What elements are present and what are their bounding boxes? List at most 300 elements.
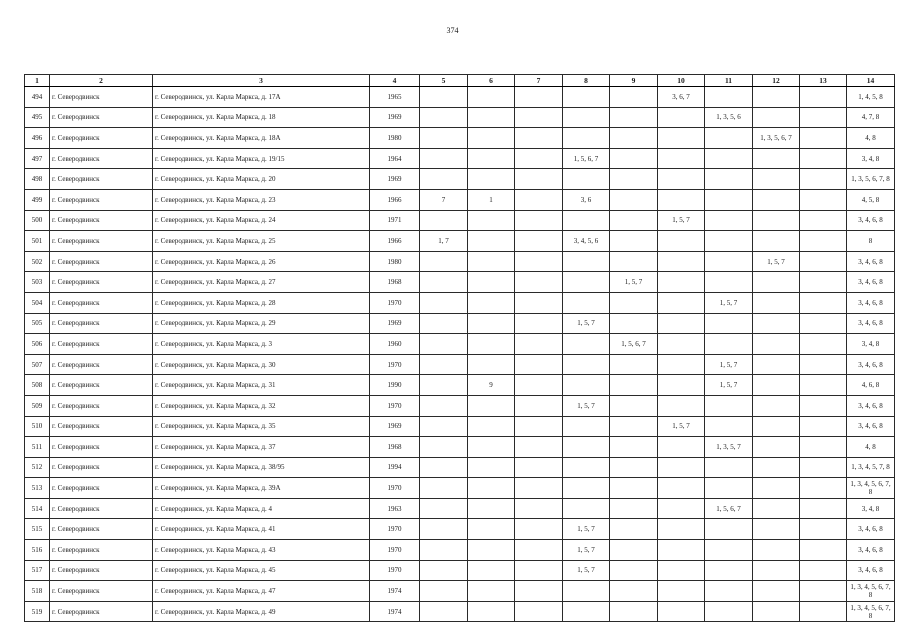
year-cell: 1965 <box>370 87 420 108</box>
col7-cell <box>515 375 563 396</box>
col14-cell: 3, 4, 6, 8 <box>847 251 895 272</box>
settlement-cell: г. Северодвинск <box>50 334 153 355</box>
col6-cell <box>468 540 515 561</box>
year-cell: 1971 <box>370 210 420 231</box>
col8-cell <box>563 128 610 149</box>
col6-cell <box>468 107 515 128</box>
col5-cell <box>420 313 468 334</box>
col7-cell <box>515 334 563 355</box>
col13-cell <box>800 272 847 293</box>
col8-cell <box>563 292 610 313</box>
col14-cell: 3, 4, 6, 8 <box>847 395 895 416</box>
col11-cell: 1, 3, 5, 6 <box>705 107 753 128</box>
column-header: 12 <box>753 75 800 87</box>
col7-cell <box>515 189 563 210</box>
col5-cell <box>420 169 468 190</box>
table-body <box>25 87 895 622</box>
row-number-cell: 519 <box>25 601 50 622</box>
col11-cell <box>705 519 753 540</box>
col11-cell: 1, 5, 7 <box>705 292 753 313</box>
col12-cell <box>753 169 800 190</box>
row-number-cell: 515 <box>25 519 50 540</box>
col10-cell <box>658 581 705 602</box>
col5-cell <box>420 519 468 540</box>
settlement-cell: г. Северодвинск <box>50 354 153 375</box>
year-cell: 1969 <box>370 169 420 190</box>
col12-cell <box>753 272 800 293</box>
table-row <box>25 375 895 396</box>
col13-cell <box>800 457 847 478</box>
col5-cell <box>420 395 468 416</box>
settlement-cell: г. Северодвинск <box>50 375 153 396</box>
col13-cell <box>800 560 847 581</box>
col7-cell <box>515 148 563 169</box>
col6-cell <box>468 148 515 169</box>
table-row <box>25 87 895 108</box>
col11-cell <box>705 87 753 108</box>
year-cell: 1980 <box>370 251 420 272</box>
row-number-cell: 498 <box>25 169 50 190</box>
col8-cell <box>563 210 610 231</box>
table-row <box>25 169 895 190</box>
col6-cell <box>468 87 515 108</box>
col13-cell <box>800 540 847 561</box>
col14-cell: 3, 4, 6, 8 <box>847 416 895 437</box>
column-header: 1 <box>25 75 50 87</box>
col6-cell <box>468 334 515 355</box>
col10-cell <box>658 437 705 458</box>
col9-cell <box>610 416 658 437</box>
col10-cell <box>658 272 705 293</box>
col9-cell <box>610 251 658 272</box>
col13-cell <box>800 313 847 334</box>
col10-cell <box>658 601 705 622</box>
col11-cell <box>705 395 753 416</box>
col14-cell: 3, 4, 6, 8 <box>847 210 895 231</box>
col9-cell <box>610 128 658 149</box>
year-cell: 1966 <box>370 231 420 252</box>
col5-cell <box>420 416 468 437</box>
col11-cell <box>705 148 753 169</box>
col14-cell: 3, 4, 6, 8 <box>847 519 895 540</box>
col8-cell <box>563 272 610 293</box>
col12-cell <box>753 292 800 313</box>
table-row <box>25 231 895 252</box>
col7-cell <box>515 87 563 108</box>
col9-cell: 1, 5, 6, 7 <box>610 334 658 355</box>
row-number-cell: 506 <box>25 334 50 355</box>
col13-cell <box>800 478 847 499</box>
col7-cell <box>515 292 563 313</box>
col14-cell: 4, 5, 8 <box>847 189 895 210</box>
page-number: 374 <box>446 26 459 35</box>
year-cell: 1966 <box>370 189 420 210</box>
col8-cell <box>563 457 610 478</box>
year-cell: 1968 <box>370 272 420 293</box>
table-row <box>25 189 895 210</box>
col6-cell <box>468 395 515 416</box>
col9-cell <box>610 375 658 396</box>
col13-cell <box>800 354 847 375</box>
col8-cell <box>563 437 610 458</box>
address-cell: г. Северодвинск, ул. Карла Маркса, д. 4 <box>153 498 370 519</box>
col11-cell <box>705 560 753 581</box>
col13-cell <box>800 581 847 602</box>
col12-cell <box>753 210 800 231</box>
col5-cell <box>420 375 468 396</box>
row-number-cell: 500 <box>25 210 50 231</box>
address-cell: г. Северодвинск, ул. Карла Маркса, д. 25 <box>153 231 370 252</box>
settlement-cell: г. Северодвинск <box>50 540 153 561</box>
col14-cell: 4, 6, 8 <box>847 375 895 396</box>
col10-cell <box>658 334 705 355</box>
col14-cell: 3, 4, 6, 8 <box>847 540 895 561</box>
col10-cell <box>658 354 705 375</box>
col13-cell <box>800 334 847 355</box>
address-cell: г. Северодвинск, ул. Карла Маркса, д. 45 <box>153 560 370 581</box>
col14-cell: 3, 4, 6, 8 <box>847 313 895 334</box>
settlement-cell: г. Северодвинск <box>50 87 153 108</box>
table-row <box>25 354 895 375</box>
settlement-cell: г. Северодвинск <box>50 272 153 293</box>
col9-cell <box>610 519 658 540</box>
row-number-cell: 502 <box>25 251 50 272</box>
col14-cell: 1, 3, 4, 5, 6, 7, 8 <box>847 601 895 622</box>
col7-cell <box>515 210 563 231</box>
settlement-cell: г. Северодвинск <box>50 498 153 519</box>
col7-cell <box>515 169 563 190</box>
col5-cell <box>420 457 468 478</box>
year-cell: 1970 <box>370 519 420 540</box>
col13-cell <box>800 148 847 169</box>
col13-cell <box>800 189 847 210</box>
table-row <box>25 478 895 499</box>
col6-cell <box>468 210 515 231</box>
col10-cell <box>658 189 705 210</box>
col5-cell <box>420 581 468 602</box>
col8-cell <box>563 478 610 499</box>
col5-cell <box>420 107 468 128</box>
table-row <box>25 313 895 334</box>
col14-cell: 3, 4, 8 <box>847 334 895 355</box>
table-row <box>25 395 895 416</box>
col7-cell <box>515 107 563 128</box>
col8-cell <box>563 251 610 272</box>
col9-cell <box>610 292 658 313</box>
row-number-cell: 514 <box>25 498 50 519</box>
col11-cell <box>705 416 753 437</box>
col11-cell: 1, 5, 7 <box>705 354 753 375</box>
col5-cell <box>420 334 468 355</box>
row-number-cell: 512 <box>25 457 50 478</box>
col11-cell <box>705 272 753 293</box>
col8-cell <box>563 107 610 128</box>
col5-cell <box>420 251 468 272</box>
col12-cell <box>753 354 800 375</box>
year-cell: 1970 <box>370 395 420 416</box>
col14-cell: 3, 4, 8 <box>847 498 895 519</box>
table-row <box>25 128 895 149</box>
col10-cell: 3, 6, 7 <box>658 87 705 108</box>
col7-cell <box>515 231 563 252</box>
col11-cell <box>705 251 753 272</box>
row-number-cell: 497 <box>25 148 50 169</box>
col13-cell <box>800 251 847 272</box>
settlement-cell: г. Северодвинск <box>50 189 153 210</box>
col11-cell <box>705 313 753 334</box>
table-row <box>25 334 895 355</box>
col6-cell <box>468 519 515 540</box>
col13-cell <box>800 416 847 437</box>
column-header: 10 <box>658 75 705 87</box>
settlement-cell: г. Северодвинск <box>50 416 153 437</box>
col11-cell: 1, 5, 7 <box>705 375 753 396</box>
col8-cell: 3, 4, 5, 6 <box>563 231 610 252</box>
col10-cell <box>658 519 705 540</box>
col7-cell <box>515 251 563 272</box>
address-cell: г. Северодвинск, ул. Карла Маркса, д. 32 <box>153 395 370 416</box>
col9-cell <box>610 478 658 499</box>
year-cell: 1963 <box>370 498 420 519</box>
col5-cell: 1, 7 <box>420 231 468 252</box>
year-cell: 1980 <box>370 128 420 149</box>
col12-cell <box>753 478 800 499</box>
column-header: 14 <box>847 75 895 87</box>
settlement-cell: г. Северодвинск <box>50 519 153 540</box>
col8-cell <box>563 334 610 355</box>
table-row <box>25 292 895 313</box>
col12-cell <box>753 416 800 437</box>
year-cell: 1970 <box>370 540 420 561</box>
col9-cell <box>610 540 658 561</box>
col9-cell <box>610 210 658 231</box>
col11-cell <box>705 457 753 478</box>
col11-cell <box>705 210 753 231</box>
col5-cell <box>420 292 468 313</box>
col14-cell: 3, 4, 8 <box>847 148 895 169</box>
col6-cell <box>468 560 515 581</box>
address-cell: г. Северодвинск, ул. Карла Маркса, д. 18 <box>153 107 370 128</box>
col10-cell <box>658 498 705 519</box>
col14-cell: 3, 4, 6, 8 <box>847 560 895 581</box>
col7-cell <box>515 519 563 540</box>
col11-cell <box>705 601 753 622</box>
col7-cell <box>515 478 563 499</box>
col5-cell: 7 <box>420 189 468 210</box>
row-number-cell: 501 <box>25 231 50 252</box>
col12-cell <box>753 395 800 416</box>
table-row <box>25 498 895 519</box>
row-number-cell: 499 <box>25 189 50 210</box>
col11-cell <box>705 231 753 252</box>
address-cell: г. Северодвинск, ул. Карла Маркса, д. 19/15 <box>153 148 370 169</box>
col10-cell <box>658 292 705 313</box>
settlement-cell: г. Северодвинск <box>50 251 153 272</box>
col11-cell: 1, 5, 6, 7 <box>705 498 753 519</box>
address-cell: г. Северодвинск, ул. Карла Маркса, д. 43 <box>153 540 370 561</box>
table-row <box>25 437 895 458</box>
address-cell: г. Северодвинск, ул. Карла Маркса, д. 31 <box>153 375 370 396</box>
row-number-cell: 503 <box>25 272 50 293</box>
col11-cell <box>705 581 753 602</box>
col6-cell <box>468 169 515 190</box>
col8-cell <box>563 416 610 437</box>
col10-cell <box>658 251 705 272</box>
address-cell: г. Северодвинск, ул. Карла Маркса, д. 37 <box>153 437 370 458</box>
col7-cell <box>515 540 563 561</box>
address-cell: г. Северодвинск, ул. Карла Маркса, д. 49 <box>153 601 370 622</box>
col12-cell <box>753 581 800 602</box>
col9-cell <box>610 189 658 210</box>
col12-cell <box>753 87 800 108</box>
col6-cell <box>468 581 515 602</box>
col8-cell <box>563 354 610 375</box>
col9-cell <box>610 354 658 375</box>
col10-cell <box>658 169 705 190</box>
col10-cell: 1, 5, 7 <box>658 416 705 437</box>
col7-cell <box>515 416 563 437</box>
col9-cell <box>610 107 658 128</box>
col8-cell <box>563 375 610 396</box>
address-cell: г. Северодвинск, ул. Карла Маркса, д. 24 <box>153 210 370 231</box>
settlement-cell: г. Северодвинск <box>50 231 153 252</box>
col13-cell <box>800 210 847 231</box>
settlement-cell: г. Северодвинск <box>50 395 153 416</box>
row-number-cell: 496 <box>25 128 50 149</box>
address-cell: г. Северодвинск, ул. Карла Маркса, д. 18А <box>153 128 370 149</box>
year-cell: 1969 <box>370 416 420 437</box>
col11-cell <box>705 128 753 149</box>
col5-cell <box>420 128 468 149</box>
col5-cell <box>420 601 468 622</box>
year-cell: 1969 <box>370 313 420 334</box>
col12-cell <box>753 560 800 581</box>
table-row <box>25 148 895 169</box>
col5-cell <box>420 148 468 169</box>
col9-cell <box>610 395 658 416</box>
settlement-cell: г. Северодвинск <box>50 478 153 499</box>
table-row <box>25 581 895 602</box>
settlement-cell: г. Северодвинск <box>50 313 153 334</box>
col5-cell <box>420 272 468 293</box>
col13-cell <box>800 87 847 108</box>
settlement-cell: г. Северодвинск <box>50 169 153 190</box>
column-header: 2 <box>50 75 153 87</box>
row-number-cell: 510 <box>25 416 50 437</box>
col9-cell <box>610 601 658 622</box>
col7-cell <box>515 128 563 149</box>
col7-cell <box>515 272 563 293</box>
year-cell: 1970 <box>370 354 420 375</box>
col13-cell <box>800 437 847 458</box>
row-number-cell: 518 <box>25 581 50 602</box>
row-number-cell: 511 <box>25 437 50 458</box>
year-cell: 1960 <box>370 334 420 355</box>
column-header: 3 <box>153 75 370 87</box>
col10-cell <box>658 231 705 252</box>
year-cell: 1994 <box>370 457 420 478</box>
col7-cell <box>515 437 563 458</box>
row-number-cell: 509 <box>25 395 50 416</box>
col12-cell <box>753 519 800 540</box>
col10-cell <box>658 457 705 478</box>
col6-cell <box>468 457 515 478</box>
col5-cell <box>420 354 468 375</box>
col13-cell <box>800 169 847 190</box>
col7-cell <box>515 560 563 581</box>
col12-cell <box>753 107 800 128</box>
address-cell: г. Северодвинск, ул. Карла Маркса, д. 41 <box>153 519 370 540</box>
col7-cell <box>515 354 563 375</box>
settlement-cell: г. Северодвинск <box>50 107 153 128</box>
col6-cell <box>468 292 515 313</box>
col6-cell <box>468 251 515 272</box>
col13-cell <box>800 498 847 519</box>
col8-cell: 3, 6 <box>563 189 610 210</box>
col8-cell <box>563 169 610 190</box>
col8-cell: 1, 5, 7 <box>563 313 610 334</box>
settlement-cell: г. Северодвинск <box>50 437 153 458</box>
col13-cell <box>800 128 847 149</box>
settlement-cell: г. Северодвинск <box>50 148 153 169</box>
table-row <box>25 107 895 128</box>
col14-cell: 8 <box>847 231 895 252</box>
col6-cell <box>468 128 515 149</box>
col14-cell: 3, 4, 6, 8 <box>847 272 895 293</box>
row-number-cell: 495 <box>25 107 50 128</box>
col13-cell <box>800 601 847 622</box>
col5-cell <box>420 478 468 499</box>
col12-cell <box>753 375 800 396</box>
col13-cell <box>800 107 847 128</box>
col10-cell <box>658 478 705 499</box>
year-cell: 1970 <box>370 478 420 499</box>
year-cell: 1969 <box>370 107 420 128</box>
col11-cell: 1, 3, 5, 7 <box>705 437 753 458</box>
col9-cell: 1, 5, 7 <box>610 272 658 293</box>
header-row <box>25 75 895 87</box>
row-number-cell: 505 <box>25 313 50 334</box>
col8-cell: 1, 5, 7 <box>563 395 610 416</box>
row-number-cell: 507 <box>25 354 50 375</box>
address-cell: г. Северодвинск, ул. Карла Маркса, д. 26 <box>153 251 370 272</box>
col9-cell <box>610 148 658 169</box>
col10-cell <box>658 560 705 581</box>
col8-cell <box>563 581 610 602</box>
col10-cell <box>658 395 705 416</box>
col10-cell <box>658 313 705 334</box>
address-cell: г. Северодвинск, ул. Карла Маркса, д. 28 <box>153 292 370 313</box>
settlement-cell: г. Северодвинск <box>50 581 153 602</box>
settlement-cell: г. Северодвинск <box>50 601 153 622</box>
col6-cell <box>468 478 515 499</box>
col6-cell <box>468 601 515 622</box>
year-cell: 1974 <box>370 581 420 602</box>
column-header: 4 <box>370 75 420 87</box>
col12-cell <box>753 437 800 458</box>
address-cell: г. Северодвинск, ул. Карла Маркса, д. 27 <box>153 272 370 293</box>
address-cell: г. Северодвинск, ул. Карла Маркса, д. 3 <box>153 334 370 355</box>
col11-cell <box>705 189 753 210</box>
settlement-cell: г. Северодвинск <box>50 560 153 581</box>
col11-cell <box>705 478 753 499</box>
settlement-cell: г. Северодвинск <box>50 292 153 313</box>
year-cell: 1974 <box>370 601 420 622</box>
col10-cell <box>658 375 705 396</box>
year-cell: 1968 <box>370 437 420 458</box>
address-cell: г. Северодвинск, ул. Карла Маркса, д. 39А <box>153 478 370 499</box>
address-cell: г. Северодвинск, ул. Карла Маркса, д. 35 <box>153 416 370 437</box>
